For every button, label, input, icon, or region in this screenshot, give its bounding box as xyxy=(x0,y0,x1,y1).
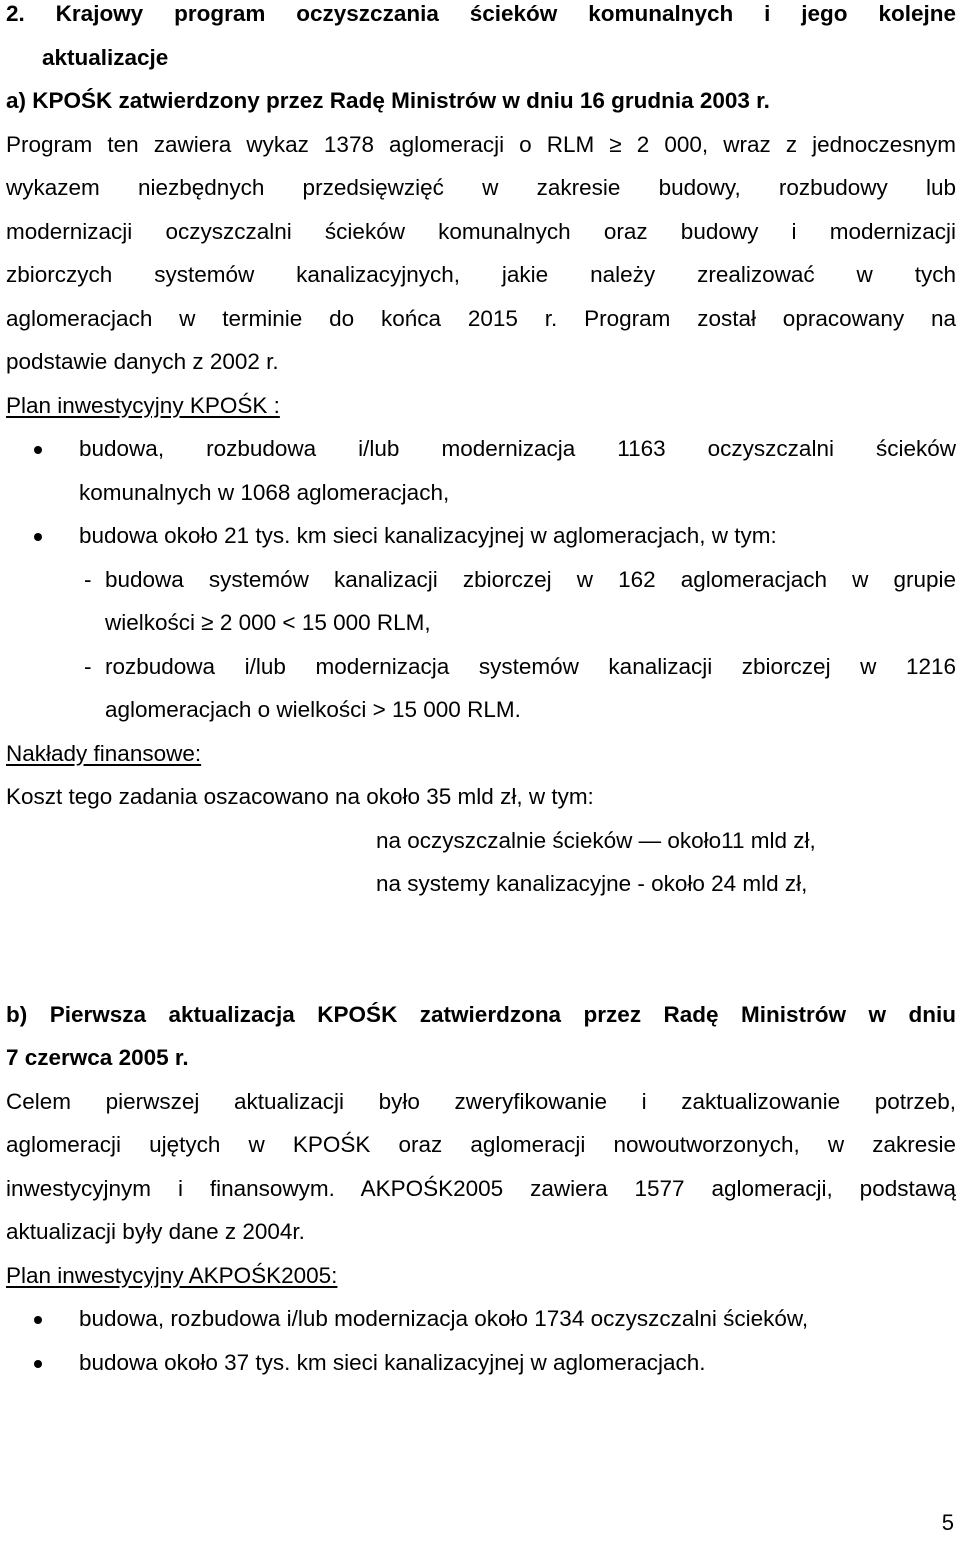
sublist-line: wielkości ≥ 2 000 < 15 000 RLM, xyxy=(105,610,431,635)
bullet-icon xyxy=(34,1360,42,1368)
paragraph-line: zbiorczych systemów kanalizacyjnych, jakie należy zrealizować w tych xyxy=(6,262,956,287)
cost-intro: Koszt tego zadania oszacowano na około 35 mld zł, w tym: xyxy=(6,784,594,809)
section-heading-line1: 2. Krajowy program oczyszczania ścieków komunalnych i jego kolejne xyxy=(6,1,956,26)
paragraph-line: Celem pierwszej aktualizacji było zweryfikowanie i zaktualizowanie potrzeb, xyxy=(6,1088,956,1114)
section-b-title-line2: 7 czerwca 2005 r. xyxy=(6,1045,189,1070)
section-b-intro xyxy=(6,1080,956,1254)
paragraph-line: aktualizacji były dane z 2004r. xyxy=(6,1219,305,1244)
dash-marker: - xyxy=(84,566,92,592)
cost-line-sewer: na systemy kanalizacyjne - około 24 mld zł, xyxy=(376,871,808,896)
section-a-intro xyxy=(6,123,956,384)
paragraph-line: aglomeracjach w terminie do końca 2015 r. Program został opracowany na xyxy=(6,305,956,331)
section-heading-line2: aktualizacje xyxy=(42,44,169,70)
plan-heading-a: Plan inwestycyjny KPOŚK : xyxy=(6,392,280,418)
sublist-item xyxy=(6,645,956,732)
list-item xyxy=(6,514,956,558)
bullet-icon xyxy=(34,1316,42,1324)
sublist-line: aglomeracjach o wielkości > 15 000 RLM. xyxy=(105,697,521,722)
finance-heading: Nakłady finansowe: xyxy=(6,740,202,766)
paragraph-line: wykazem niezbędnych przedsięwzięć w zakresie budowy, rozbudowy lub xyxy=(6,175,956,200)
sublist-a xyxy=(6,558,956,732)
paragraph-line: podstawie danych z 2002 r. xyxy=(6,349,279,374)
sublist-line: rozbudowa i/lub modernizacja systemów kanalizacji zbiorczej w 1216 xyxy=(105,653,956,679)
paragraph-line: inwestycyjnym i finansowym. AKPOŚK2005 zawiera 1577 aglomeracji, podstawą xyxy=(6,1175,956,1201)
section-a-title: a) KPOŚK zatwierdzony przez Radę Ministrów w dniu 16 grudnia 2003 r. xyxy=(6,88,770,113)
plan-heading-b: Plan inwestycyjny AKPOŚK2005: xyxy=(6,1262,338,1288)
bullet-icon xyxy=(34,533,42,541)
spacer xyxy=(6,906,956,993)
list-item-line: budowa, rozbudowa i/lub modernizacja około 1734 oczyszczalni ścieków, xyxy=(79,1306,809,1331)
cost-line-treatment: na oczyszczalnie ścieków ― około11 mld zł, xyxy=(376,827,816,853)
paragraph-line: Program ten zawiera wykaz 1378 aglomeracji o RLM ≥ 2 000, wraz z jednoczesnym xyxy=(6,131,956,157)
list-item xyxy=(6,1341,956,1385)
plan-list-a xyxy=(6,427,956,558)
list-item-line: komunalnych w 1068 aglomeracjach, xyxy=(79,479,450,505)
dash-marker: - xyxy=(84,653,92,679)
list-item xyxy=(6,1297,956,1341)
sublist-item xyxy=(6,558,956,645)
section-b-title-line1: b) Pierwsza aktualizacja KPOŚK zatwierdzona przez Radę Ministrów w dniu xyxy=(6,1001,956,1027)
paragraph-line: aglomeracji ujętych w KPOŚK oraz aglomeracji nowoutworzonych, w zakresie xyxy=(6,1132,956,1157)
page-number: 5 xyxy=(941,1510,954,1535)
document-page xyxy=(6,0,956,1384)
plan-list-b xyxy=(6,1297,956,1384)
sublist-line: budowa systemów kanalizacji zbiorczej w 162 aglomeracjach w grupie xyxy=(105,566,956,592)
list-item xyxy=(6,427,956,514)
list-item-line: budowa, rozbudowa i/lub modernizacja 1163 oczyszczalni ścieków xyxy=(79,436,956,461)
list-item-line: budowa około 37 tys. km sieci kanalizacyjnej w aglomeracjach. xyxy=(79,1349,706,1375)
bullet-icon xyxy=(34,446,42,454)
paragraph-line: modernizacji oczyszczalni ścieków komunalnych oraz budowy i modernizacji xyxy=(6,218,956,244)
list-item-line: budowa około 21 tys. km sieci kanalizacyjnej w aglomeracjach, w tym: xyxy=(79,523,777,548)
